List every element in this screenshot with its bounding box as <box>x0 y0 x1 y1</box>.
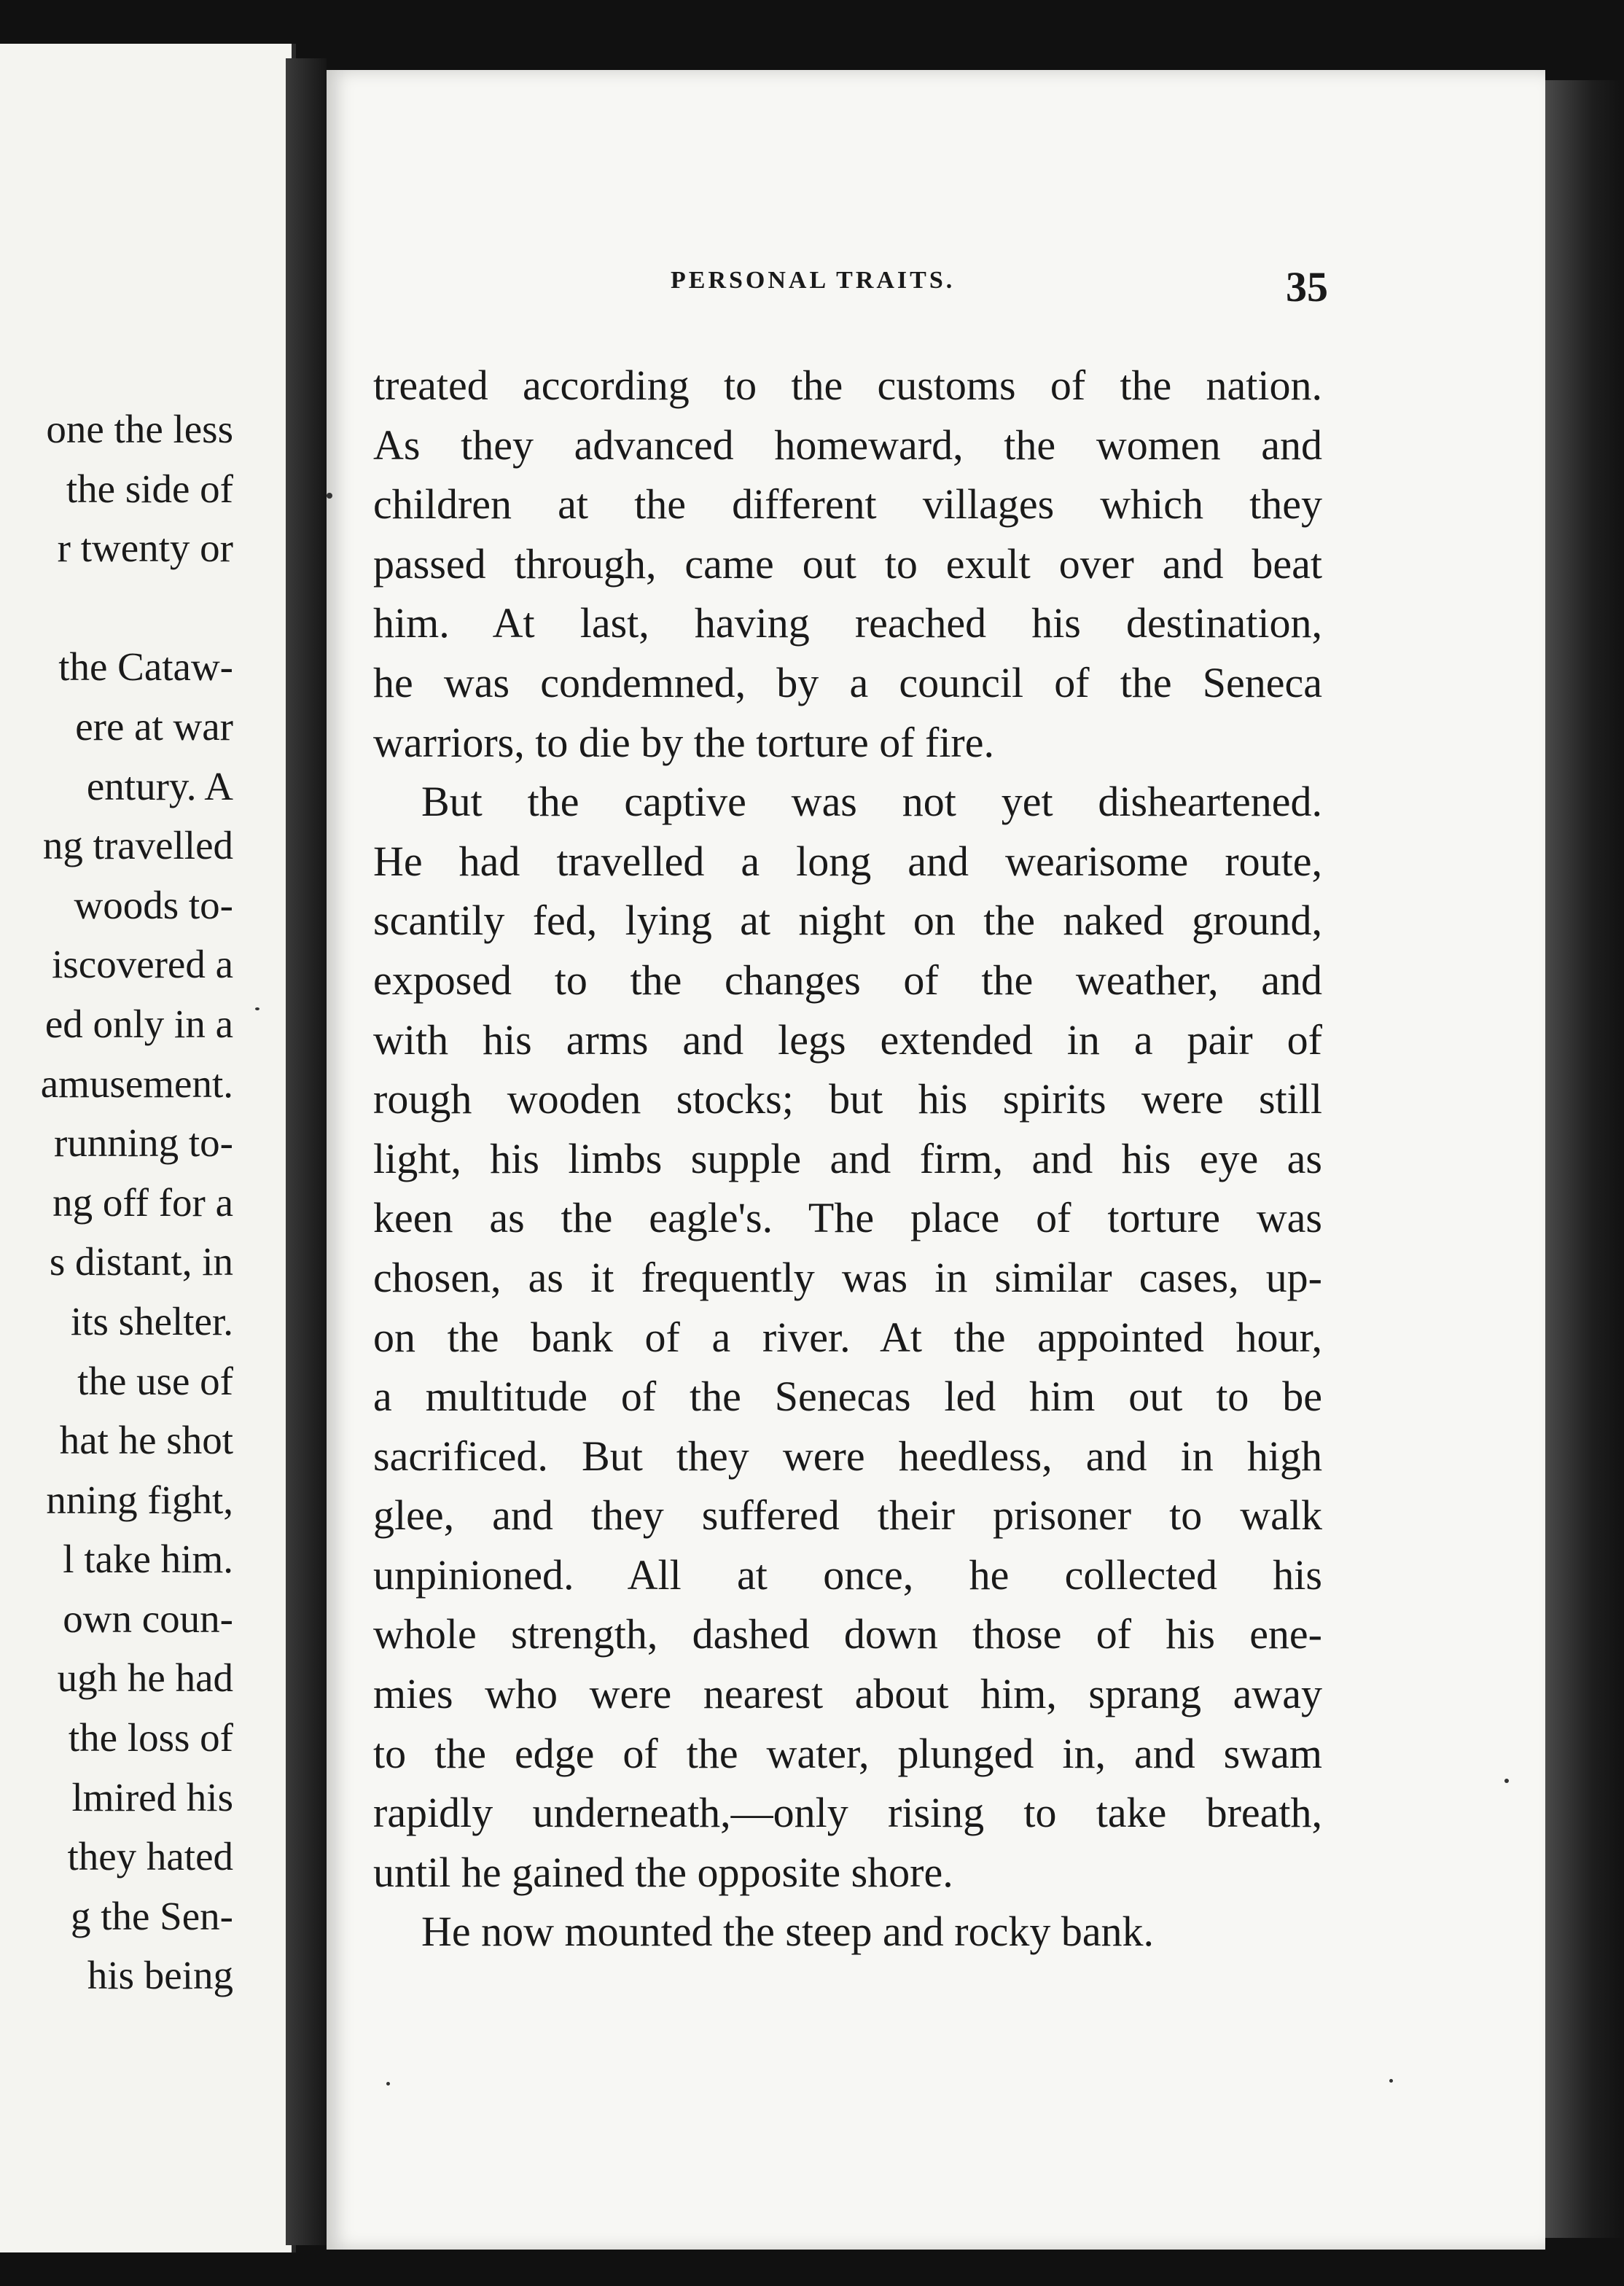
text-line: glee, and they suffered their prisoner to walk <box>373 1491 1322 1540</box>
left-line: s distant, in <box>49 1239 233 1284</box>
text-line: children at the different villages which they <box>373 480 1322 528</box>
left-line: ere at war <box>75 703 233 749</box>
left-line: l take him. <box>63 1537 233 1582</box>
text-line: sacrificed. But they were heedless, and in high <box>373 1432 1322 1480</box>
text-line: scantily fed, lying at night on the naked ground, <box>373 897 1322 945</box>
text-line: unpinioned. All at once, he collected his <box>373 1550 1322 1599</box>
text-line: exposed to the changes of the weather, and <box>373 956 1322 1004</box>
text-line: him. At last, having reached his destination, <box>373 599 1322 647</box>
left-line: iscovered a <box>52 942 233 987</box>
left-line: entury. A <box>86 763 233 808</box>
text-line: mies who were nearest about him, sprang away <box>373 1670 1322 1718</box>
text-line: he was condemned, by a council of the Seneca <box>373 658 1322 706</box>
text-line: He had travelled a long and wearisome route, <box>373 837 1322 885</box>
left-line: r twenty or <box>57 526 233 571</box>
left-line: lmired his <box>71 1774 233 1819</box>
dust-speck <box>255 1007 259 1010</box>
dust-speck <box>1504 1779 1509 1783</box>
text-line: on the bank of a river. At the appointed hour, <box>373 1313 1322 1361</box>
left-line: own coun- <box>63 1596 233 1641</box>
text-line: As they advanced homeward, the women and <box>373 421 1322 469</box>
left-line: ng off for a <box>52 1179 233 1225</box>
text-line: a multitude of the Senecas led him out to be <box>373 1373 1322 1421</box>
left-line: nning fight, <box>46 1477 233 1522</box>
left-line: the use of <box>77 1358 233 1403</box>
left-line: hat he shot <box>59 1418 233 1463</box>
left-line: one the less <box>46 407 233 451</box>
page-number: 35 <box>1286 263 1328 311</box>
gutter-shadow <box>286 58 327 2245</box>
left-page <box>0 44 296 2252</box>
left-line: its shelter. <box>70 1298 233 1343</box>
left-line: the side of <box>66 466 233 511</box>
dust-speck <box>386 2082 390 2086</box>
left-page-text <box>41 399 233 2005</box>
left-line: g the Sen- <box>70 1893 233 1938</box>
text-line: light, his limbs supple and firm, and his eye as <box>373 1134 1322 1182</box>
left-line: woods to- <box>74 882 233 927</box>
left-line: they hated <box>67 1834 233 1879</box>
text-line: He now mounted the steep and rocky bank. <box>421 1908 1155 1956</box>
text-line: passed through, came out to exult over and beat <box>373 539 1322 588</box>
dust-speck <box>327 493 332 499</box>
text-line: treated according to the customs of the nation. <box>373 362 1322 409</box>
text-line: warriors, to die by the torture of fire. <box>373 718 994 766</box>
left-line: ugh he had <box>57 1655 233 1701</box>
left-line: amusement. <box>40 1061 233 1106</box>
dust-speck <box>1389 2079 1393 2083</box>
left-line: his being <box>87 1953 233 1998</box>
text-line: rapidly underneath,—only rising to take breath, <box>373 1789 1322 1837</box>
left-line: the Cataw- <box>58 644 233 690</box>
text-line: whole strength, dashed down those of his ene- <box>373 1610 1322 1658</box>
left-line: ed only in a <box>44 1001 233 1046</box>
text-line: chosen, as it frequently was in similar cases, up- <box>373 1253 1322 1301</box>
page-edge-shadow <box>1545 80 1624 2238</box>
left-line: ng travelled <box>42 823 233 868</box>
left-line: the loss of <box>68 1715 233 1760</box>
text-line: keen as the eagle's. The place of torture was <box>373 1194 1322 1242</box>
text-line: with his arms and legs extended in a pair of <box>373 1015 1322 1064</box>
text-line: until he gained the opposite shore. <box>373 1848 953 1896</box>
left-line <box>41 578 233 638</box>
text-line: But the captive was not yet disheartened. <box>421 778 1322 826</box>
text-line: rough wooden stocks; but his spirits were still <box>373 1075 1322 1123</box>
text-line: to the edge of the water, plunged in, and swam <box>373 1729 1322 1777</box>
body-text <box>373 356 1322 1962</box>
left-line: running to- <box>54 1120 233 1166</box>
running-head: PERSONAL TRAITS. <box>671 267 956 294</box>
